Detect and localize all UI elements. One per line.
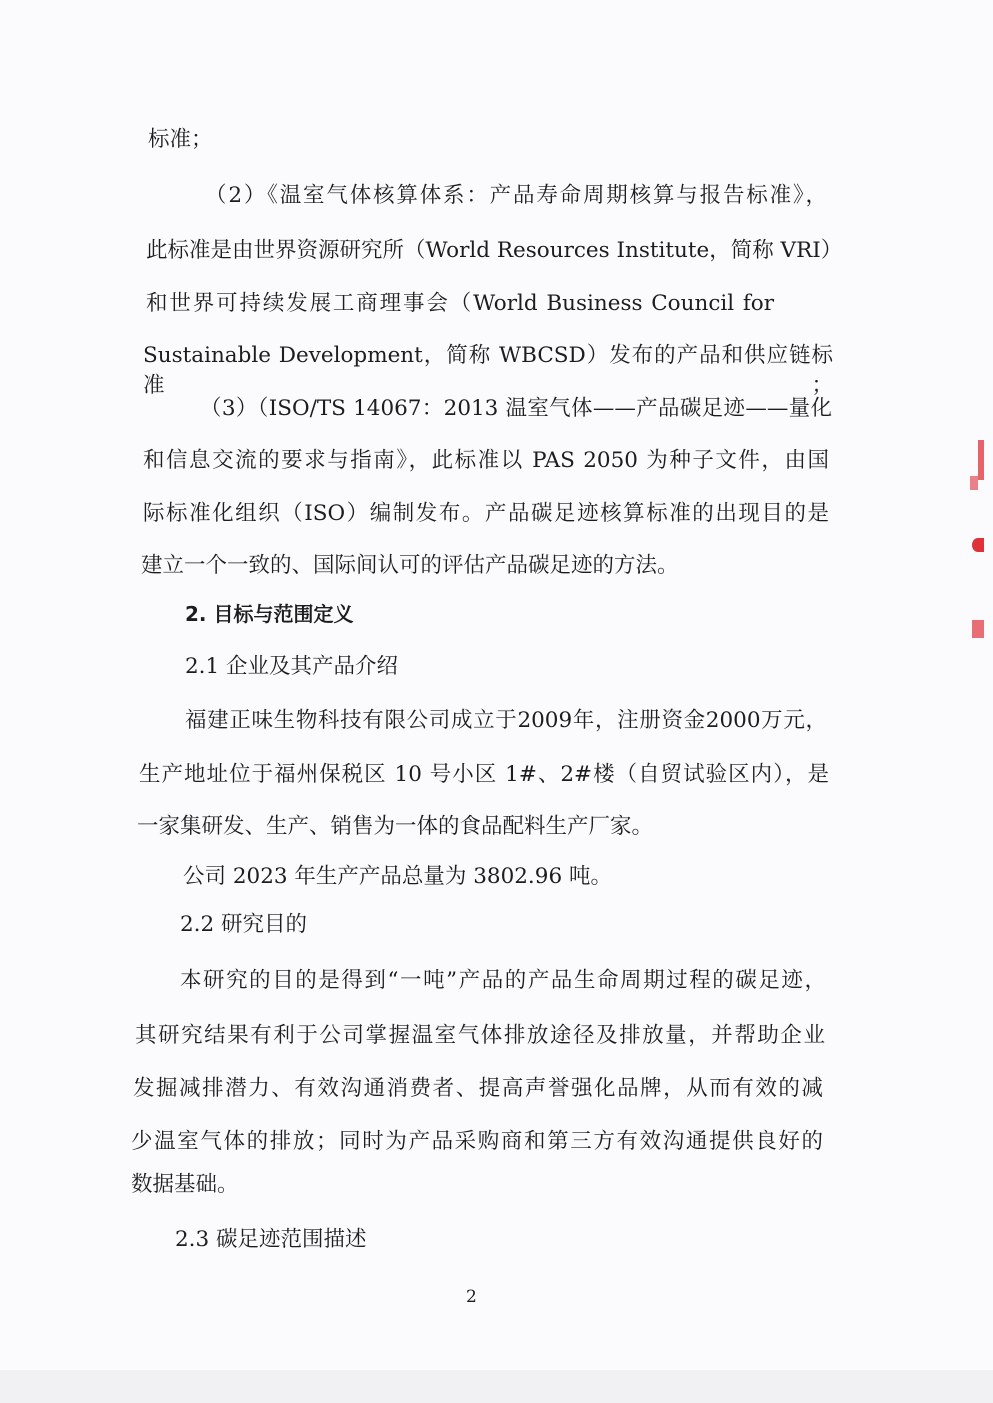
- page-bottom-shade: [0, 1370, 993, 1403]
- body-text: 标准；: [148, 127, 213, 152]
- body-text: 建立一个一致的、国际间认可的评估产品碳足迹的方法。: [141, 553, 679, 578]
- body-text: 少温室气体的排放；同时为产品采购商和第三方有效沟通提供良好的: [131, 1129, 823, 1154]
- page-number: 2: [466, 1287, 477, 1307]
- body-text: 和信息交流的要求与指南》，此标准以 PAS 2050 为种子文件，由国: [143, 448, 829, 473]
- body-text: 此标准是由世界资源研究所（World Resources Institute，简称 VRI）: [146, 238, 843, 263]
- list-item-2: （2）《温室气体核算体系：产品寿命周期核算与报告标准》，: [205, 183, 827, 208]
- body-text: 际标准化组织（ISO）编制发布。产品碳足迹核算标准的出现目的是: [143, 501, 829, 526]
- body-text: Sustainable Development，简称 WBCSD）发布的产品和供应链标准；: [143, 343, 833, 398]
- body-text: 生产地址位于福州保税区 10 号小区 1#、2#楼（自贸试验区内），是: [139, 762, 829, 787]
- body-text: 数据基础。: [131, 1172, 239, 1197]
- body-text: 福建正味生物科技有限公司成立于2009年，注册资金2000万元，: [185, 708, 827, 733]
- body-text: 公司 2023 年生产产品总量为 3802.96 吨。: [183, 864, 612, 889]
- body-text: 其研究结果有利于公司掌握温室气体排放途径及排放量，并帮助企业: [135, 1023, 825, 1048]
- list-item-3: （3）（ISO/TS 14067：2013 温室气体——产品碳足迹——量化: [200, 396, 832, 421]
- body-text: 和世界可持续发展工商理事会（World Business Council for: [146, 291, 774, 316]
- body-text: 发掘减排潜力、有效沟通消费者、提高声誉强化品牌，从而有效的减: [133, 1076, 823, 1101]
- section-heading: 2. 目标与范围定义: [185, 602, 354, 626]
- subsection-heading: 2.3 碳足迹范围描述: [175, 1227, 367, 1252]
- body-text: 一家集研发、生产、销售为一体的食品配料生产厂家。: [137, 814, 654, 839]
- subsection-heading: 2.1 企业及其产品介绍: [185, 654, 399, 679]
- subsection-heading: 2.2 研究目的: [180, 912, 308, 937]
- body-text: 本研究的目的是得到“一吨”产品的产品生命周期过程的碳足迹，: [180, 968, 826, 993]
